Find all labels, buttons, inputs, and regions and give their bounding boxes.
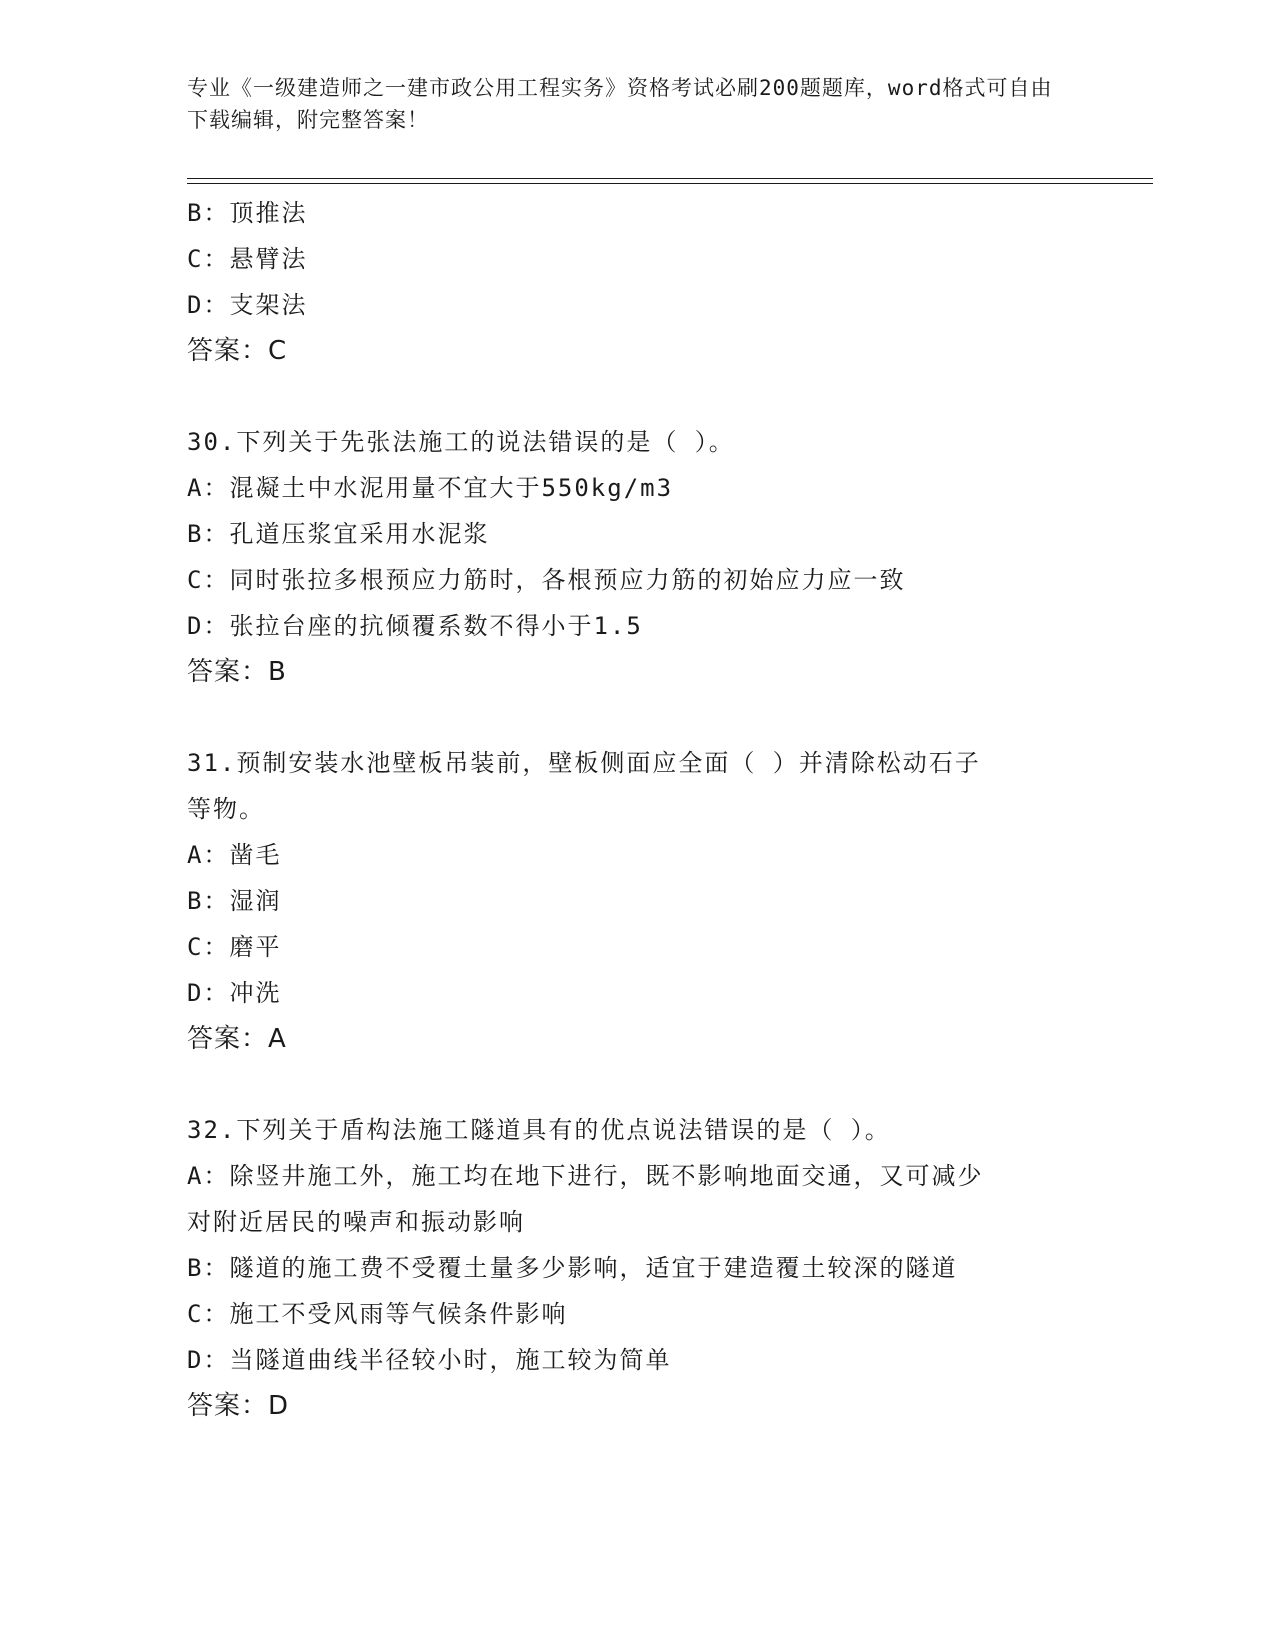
option-c: C：磨平	[187, 933, 282, 961]
answer: 答案：D	[187, 1391, 290, 1421]
question-stem-line-2: 等物。	[187, 795, 265, 823]
option-a-line-1: A：除竖井施工外，施工均在地下进行，既不影响地面交通，又可减少	[187, 1162, 984, 1190]
answer: 答案：C	[187, 336, 288, 366]
option-d: D：支架法	[187, 291, 308, 319]
option-d: D：冲洗	[187, 979, 282, 1007]
question-stem: 32.下列关于盾构法施工隧道具有的优点说法错误的是（ ）。	[187, 1116, 891, 1144]
option-b: B：孔道压浆宜采用水泥浆	[187, 520, 490, 548]
spacer	[187, 374, 1087, 419]
question-stem-line-1: 31.预制安装水池壁板吊装前，壁板侧面应全面（ ）并清除松动石子	[187, 749, 981, 777]
option-c: C：同时张拉多根预应力筋时，各根预应力筋的初始应力应一致	[187, 566, 906, 594]
option-a-line-2: 对附近居民的噪声和振动影响	[187, 1208, 525, 1236]
answer: 答案：A	[187, 1024, 287, 1054]
option-a: A：混凝土中水泥用量不宜大于550kg/m3	[187, 474, 674, 502]
spacer	[187, 695, 1087, 740]
option-b: B：湿润	[187, 887, 282, 915]
answer: 答案：B	[187, 657, 287, 687]
question-32	[187, 1107, 1087, 1429]
question-30	[187, 419, 1087, 695]
header-rule-bottom	[187, 183, 1153, 184]
header-rule-top	[187, 178, 1153, 179]
question-list	[187, 190, 1087, 1429]
option-c: C：悬臂法	[187, 245, 308, 273]
option-d: D：张拉台座的抗倾覆系数不得小于1.5	[187, 612, 643, 640]
spacer	[187, 1062, 1087, 1107]
question-29	[187, 190, 1087, 374]
option-a: A：凿毛	[187, 841, 282, 869]
question-31	[187, 740, 1087, 1062]
question-stem: 30.下列关于先张法施工的说法错误的是（ ）。	[187, 428, 735, 456]
option-d: D：当隧道曲线半径较小时，施工较为简单	[187, 1346, 672, 1374]
option-b: B：隧道的施工费不受覆土量多少影响，适宜于建造覆土较深的隧道	[187, 1254, 958, 1282]
document-header: 专业《一级建造师之一建市政公用工程实务》资格考试必刷200题题库，word格式可自由下载编辑，附完整答案！	[187, 76, 1053, 132]
option-c: C：施工不受风雨等气候条件影响	[187, 1300, 568, 1328]
option-b: B：顶推法	[187, 199, 308, 227]
